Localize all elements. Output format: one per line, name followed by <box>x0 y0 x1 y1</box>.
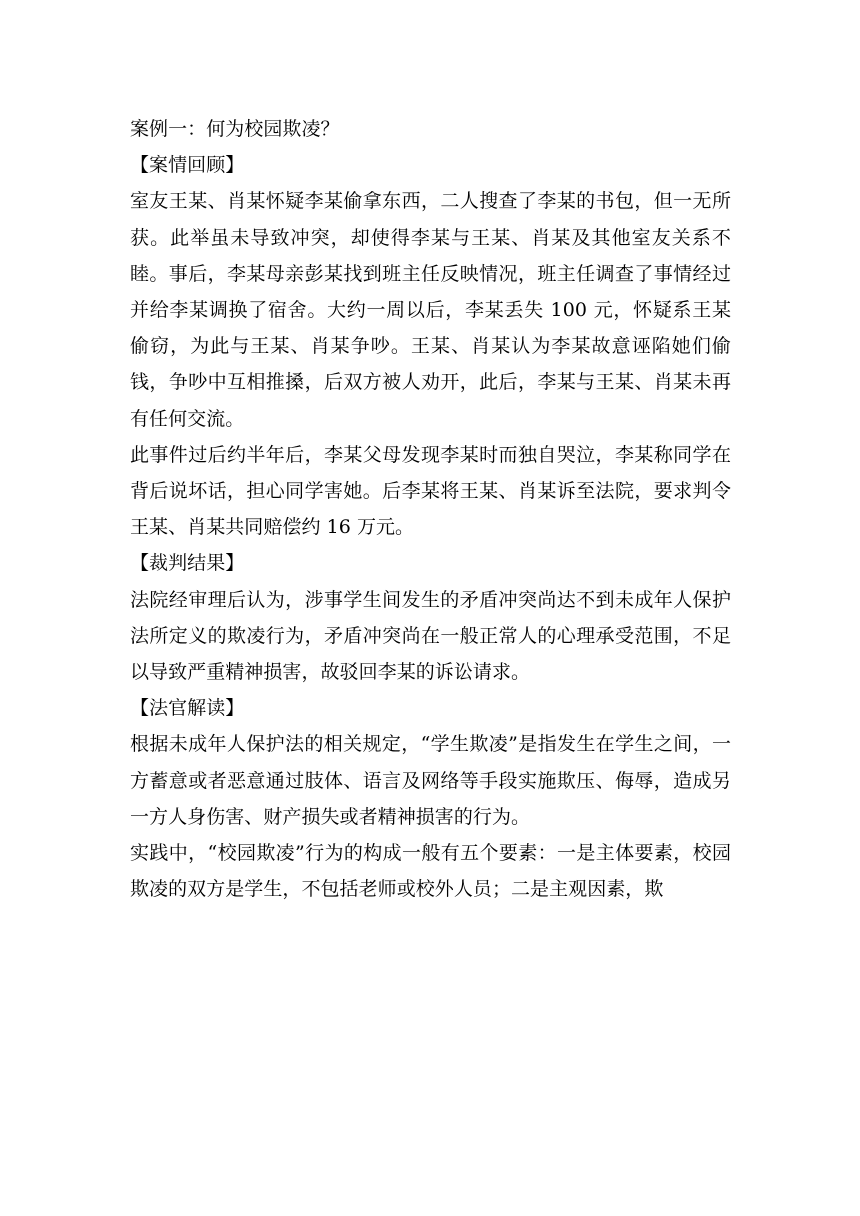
section-heading-case-review: 【案情回顾】 <box>130 154 245 177</box>
interpretation-paragraph-2: 实践中，“校园欺凌”行为的构成一般有五个要素：一是主体要素，校园欺凌的双方是学生，不包括老师或校外人员；二是主观因素，欺 <box>130 842 731 901</box>
judgment-paragraph: 法院经审理后认为，涉事学生间发生的矛盾冲突尚达不到未成年人保护法所定义的欺凌行为，矛盾冲突尚在一般正常人的心理承受范围，不足以导致严重精神损害，故驳回李某的诉讼请求。 <box>130 588 731 684</box>
section-heading-judgment: 【裁判结果】 <box>130 552 245 575</box>
case-review-paragraph-1: 室友王某、肖某怀疑李某偷拿东西，二人搜查了李某的书包，但一无所获。此举虽未导致冲突，却使得李某与王某、肖某及其他室友关系不睦。事后，李某母亲彭某找到班主任反映情况，班主任调查了事情经过并给李某调换了宿舍。大约一周以后，李某丢失 100 元，怀疑系王某偷窃，为此与王某、肖某争吵。王某、肖某认为李某故意诬陷她们偷钱，争吵中互相推搡，后双方被人劝开，此后，李某与王某、肖某未再有任何交流。 <box>130 190 731 430</box>
interpretation-paragraph-1: 根据未成年人保护法的相关规定，“学生欺凌”是指发生在学生之间，一方蓄意或者恶意通过肢体、语言及网络等手段实施欺压、侮辱，造成另一方人身伤害、财产损失或者精神损害的行为。 <box>130 733 731 828</box>
case-title: 案例一：何为校园欺凌？ <box>130 118 340 140</box>
document-body <box>130 111 731 907</box>
section-heading-judge-interpretation: 【法官解读】 <box>130 697 245 720</box>
case-review-paragraph-2: 此事件过后约半年后，李某父母发现李某时而独自哭泣，李某称同学在背后说坏话，担心同学害她。后李某将王某、肖某诉至法院，要求判令王某、肖某共同赔偿约 16 万元。 <box>130 443 731 539</box>
